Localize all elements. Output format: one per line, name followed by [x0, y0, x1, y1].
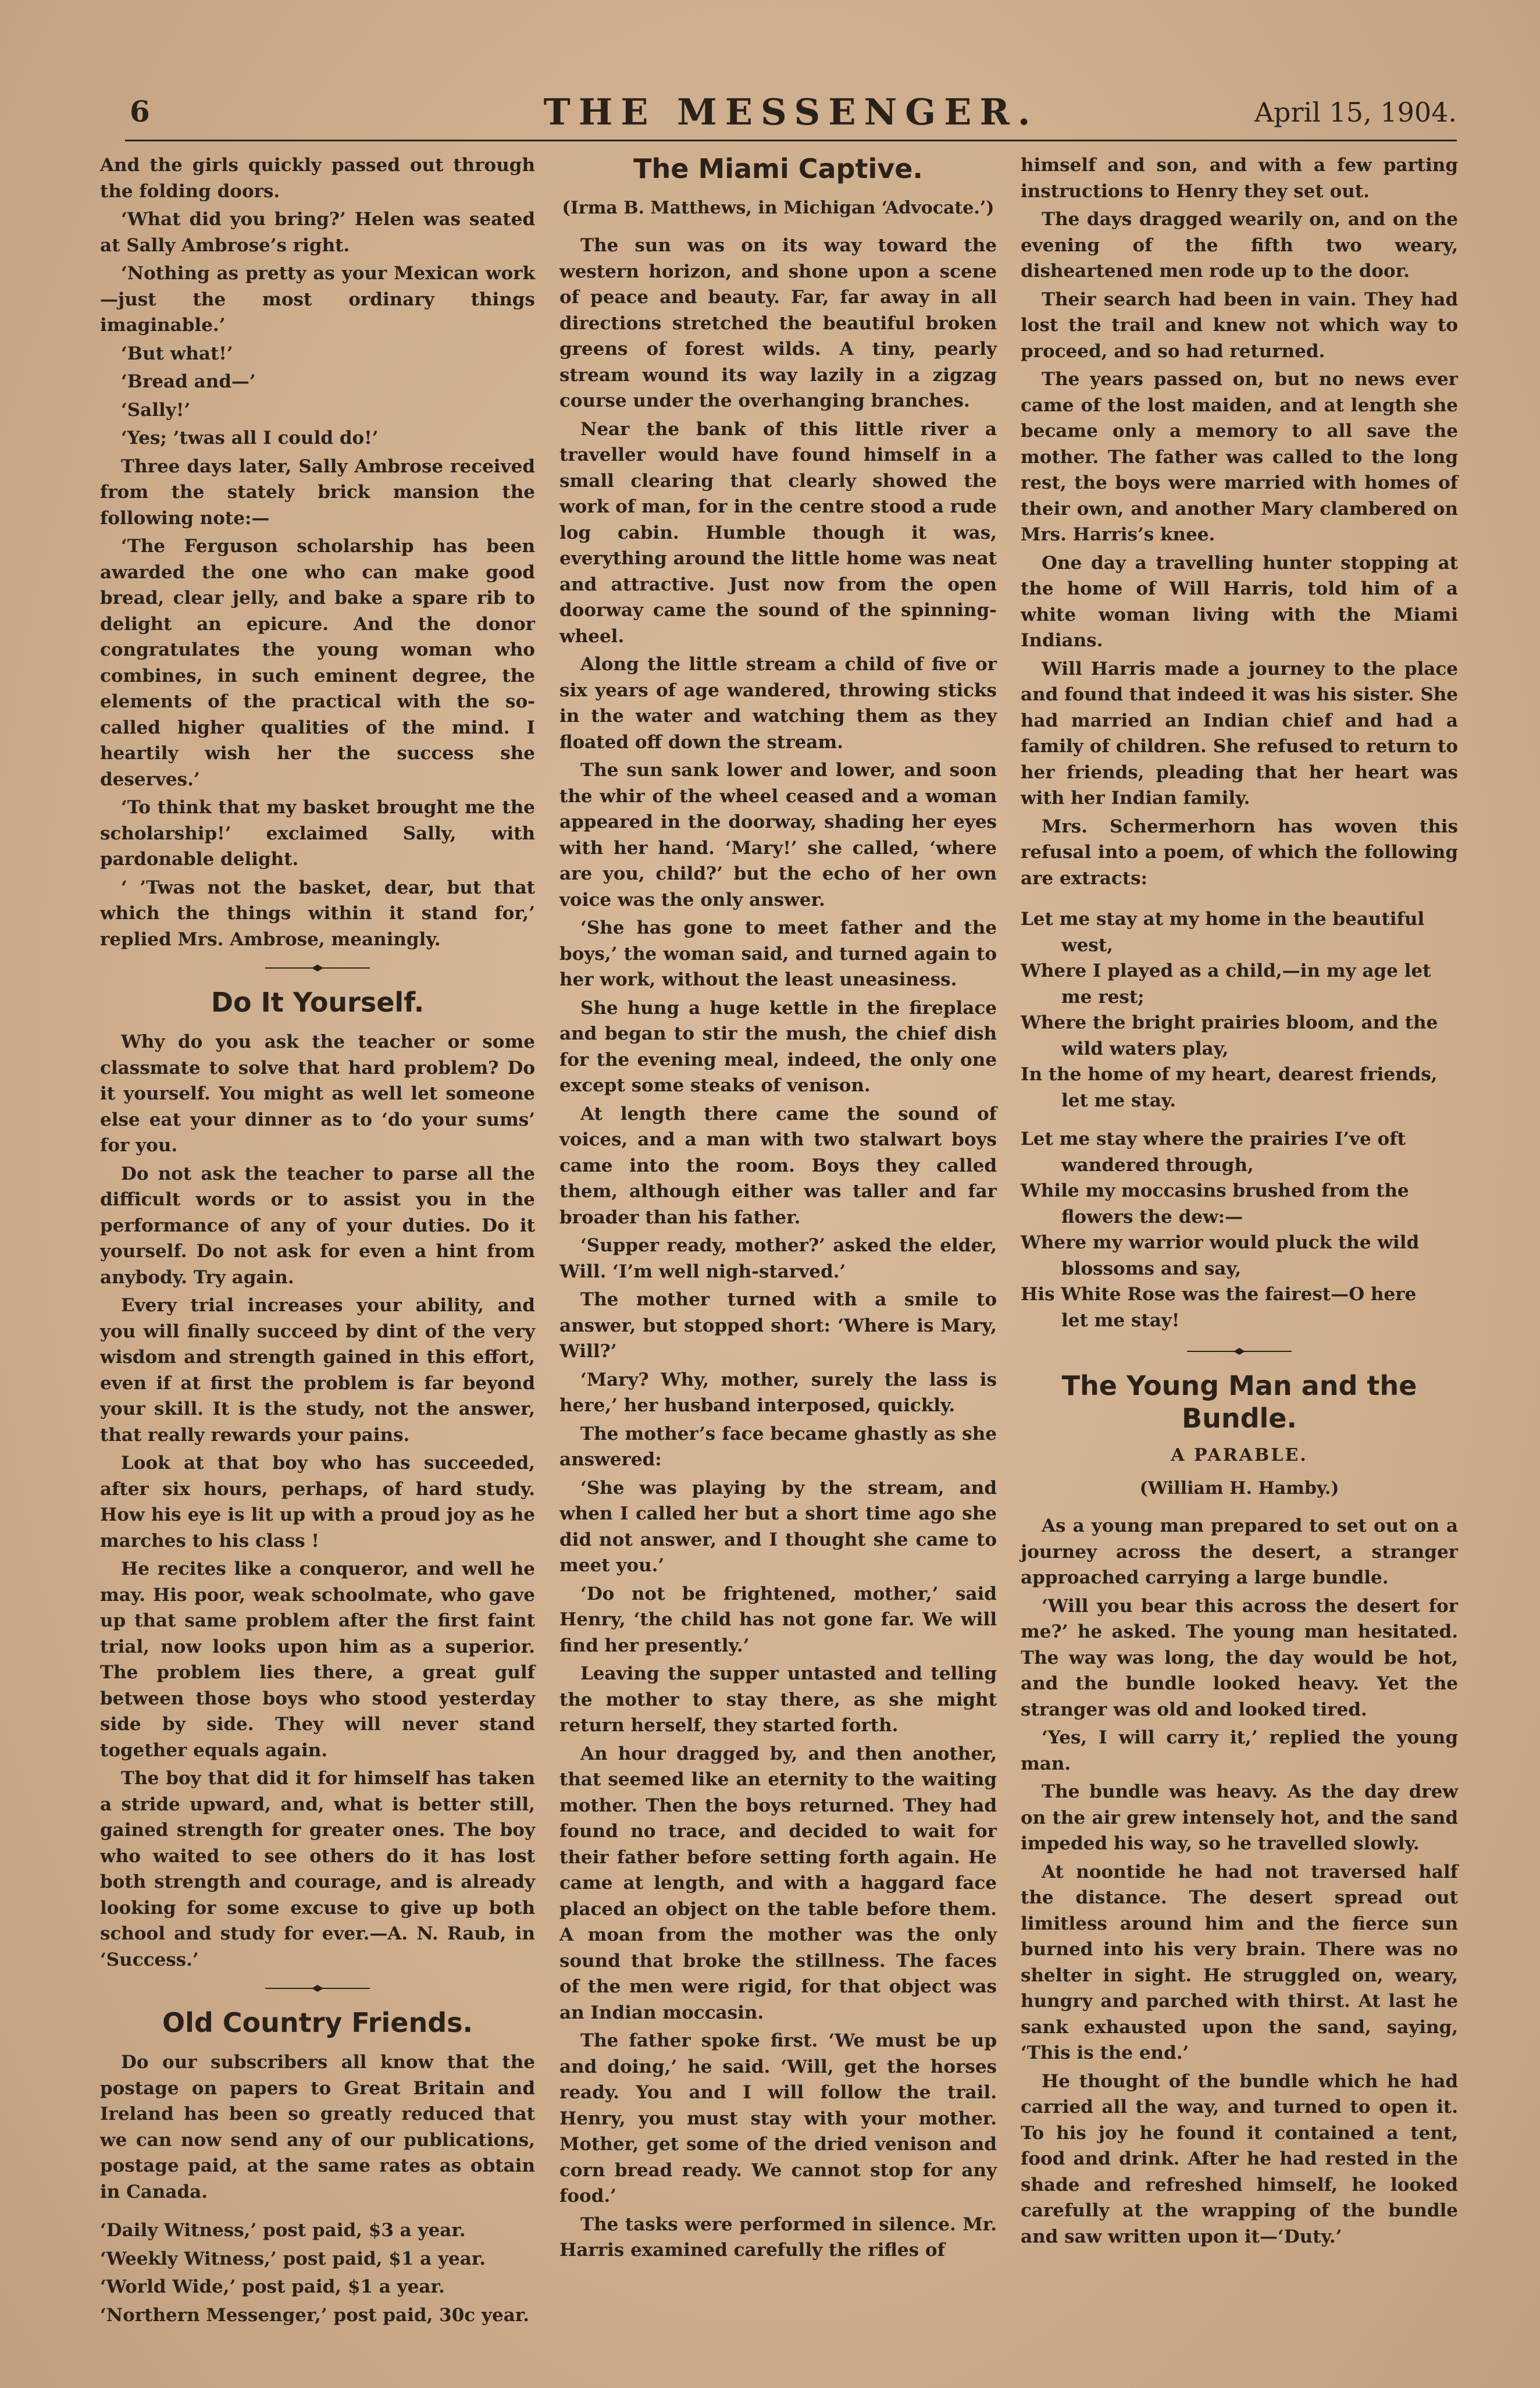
article-paragraph: The sun was on its way toward the western horizon, and shone upon a scene of peace and beauty. Far, far away in all directions stretched the beautiful broken greens of forest wilds. A tiny, pearly stream wound its way lazily in a zigzag course under the overhanging branches. — [559, 235, 997, 411]
article-paragraph: As a young man prepared to set out on a journey across the desert, a stranger approached carrying a large bundle. — [1021, 1515, 1458, 1588]
price-line: ‘Weekly Witness,’ post paid, $1 a year. — [100, 2248, 486, 2269]
poem-line: His White Rose was the fairest—O here — [1021, 1284, 1417, 1305]
poem-line: Let me stay where the prairies I’ve oft — [1021, 1129, 1406, 1149]
price-line: ‘World Wide,’ post paid, $1 a year. — [100, 2276, 445, 2297]
article-paragraph: ‘Will you bear this across the desert for me?’ he asked. The young man hesitated. The way was long, the day would be hot, and the bundle looked heavy. Yet the stranger was old and looked tired. — [1021, 1595, 1458, 1720]
article-paragraph: ‘Do not be frightened, mother,’ said Henry, ‘the child has not gone far. We will find her presently.’ — [559, 1583, 997, 1656]
article-paragraph: The father spoke first. ‘We must be up and doing,’ he said. ‘Will, get the horses ready. You and I will follow the trail. Henry, you must stay with your mother. Mother, get some of the dried venison and corn bread ready. We cannot stop for any food.’ — [559, 2030, 997, 2207]
price-line: ‘Daily Witness,’ post paid, $3 a year. — [100, 2220, 466, 2241]
article-paragraph: The tasks were performed in silence. Mr. Harris examined carefully the rifles of — [559, 2213, 997, 2261]
article-paragraph: Will Harris made a journey to the place and found that indeed it was his sister. She had married an Indian chief and had a family of children. She refused to return to her friends, pleading that her heart was with her Indian family. — [1021, 658, 1458, 809]
section-divider — [1187, 1346, 1292, 1357]
article-paragraph: ‘Yes, I will carry it,’ replied the young man. — [1021, 1727, 1458, 1774]
poem-line: blossoms and say, — [1061, 1258, 1242, 1279]
article-paragraph: ‘Supper ready, mother?’ asked the elder, Will. ‘I’m well nigh-starved.’ — [559, 1235, 997, 1282]
article-paragraph: The days dragged wearily on, and on the evening of the fifth two weary, disheartened men rode up to the door. — [1021, 209, 1458, 282]
article-title: Old Country Friends. — [162, 2007, 473, 2038]
poem-line: Where the bright prairies bloom, and the — [1021, 1012, 1438, 1033]
poem-line: wandered through, — [1061, 1154, 1254, 1176]
article-subtitle: A PARABLE. — [1171, 1445, 1308, 1465]
masthead — [125, 87, 1457, 141]
poem-line: Where my warrior would pluck the wild — [1021, 1232, 1420, 1253]
poem-stanza — [1021, 1126, 1458, 1333]
story-paragraph: ‘Nothing as pretty as your Mexican work—just the most ordinary things imaginable.’ — [100, 263, 535, 336]
issue-date: April 15, 1904. — [1254, 97, 1457, 128]
newspaper-title: THE MESSENGER. — [543, 91, 1039, 133]
poem-line: let me stay. — [1061, 1090, 1177, 1111]
article-paragraph: ‘She was playing by the stream, and when I called her but a short time ago she did not answer, and I thought she came to meet you.’ — [559, 1477, 997, 1576]
poem-line: wild waters play, — [1061, 1038, 1229, 1059]
article-paragraph: Look at that boy who has succeeded, after six hours, perhaps, of hard study. How his eye is lit up with a proud joy as he marches to his class ! — [100, 1453, 535, 1551]
article-paragraph: The boy that did it for himself has taken a stride upward, and, what is better still, gained strength for greater ones. The boy who waited to see others do it has lost both strength and courage, and is already looking for some excuse to give up both school and study for ever.—A. N. Raub, in ‘Success.’ — [100, 1768, 535, 1970]
article-title: Do It Yourself. — [211, 987, 425, 1018]
section-divider — [265, 1983, 370, 1994]
article-paragraph: At length there came the sound of voices, and a man with two stalwart boys came into the room. Boys they called them, although either was taller and far broader than his father. — [559, 1103, 997, 1228]
story-paragraph: ‘ ’Twas not the basket, dear, but that which the things within it stand for,’ replied Mrs. Ambrose, meaningly. — [100, 877, 535, 950]
section-divider — [265, 963, 370, 973]
article-paragraph: Do not ask the teacher to parse all the difficult words or to assist you in the performance of any of your duties. Do it yourself. Do not ask for even a hint from anybody. Try again. — [100, 1163, 535, 1288]
story-paragraph: ‘But what!’ — [121, 343, 233, 364]
poem-line: me rest; — [1061, 986, 1145, 1008]
poem-line: let me stay! — [1061, 1309, 1180, 1331]
poem-line: flowers the dew:— — [1061, 1206, 1243, 1227]
article-paragraph: An hour dragged by, and then another, that seemed like an eternity to the waiting mother. Then the boys returned. They had found no trace, and decided to wait for their father before setting forth again. He came at length, and with a haggard face placed an object on the table before them. A moan from the mother was the only sound that broke the stillness. The faces of the men were rigid, for that object was an Indian moccasin. — [559, 1743, 997, 2023]
article-paragraph: The years passed on, but no news ever came of the lost maiden, and at length she became only a memory to all save the mother. The father was called to the long rest, the boys were married with homes of their own, and another Mary clambered on Mrs. Harris’s knee. — [1021, 369, 1458, 545]
article-paragraph: himself and son, and with a few parting instructions to Henry they set out. — [1021, 155, 1458, 202]
article-paragraph: At noontide he had not traversed half the distance. The desert spread out limitless around him and the fierce sun burned into his very brain. There was no shelter in sight. He struggled on, weary, hungry and parched with thirst. At last he sank exhausted upon the sand, saying, ‘This is the end.’ — [1021, 1861, 1458, 2063]
article-byline: (William H. Hamby.) — [1139, 1478, 1339, 1499]
article-title: The Miami Captive. — [633, 153, 923, 184]
price-list — [100, 2218, 535, 2328]
article-paragraph: Their search had been in vain. They had lost the trail and knew not which way to proceed, and so had returned. — [1021, 289, 1458, 362]
story-paragraph: ‘The Ferguson scholarship has been awarded the one who can make good bread, clear jelly, and bake a spare rib to delight an epicure. And the donor congratulates the young woman who combines, in such eminent degree, the elements of the practical with the so-called higher qualities of the mind. I heartily wish her the success she deserves.’ — [100, 536, 535, 790]
column-left — [100, 152, 535, 2330]
price-line: ‘Northern Messenger,’ post paid, 30c year. — [100, 2304, 530, 2326]
article-paragraph: ‘Mary? Why, mother, surely the lass is here,’ her husband interposed, quickly. — [559, 1369, 997, 1416]
article-paragraph: Near the bank of this little river a traveller would have found himself in a small clearing that clearly showed the work of man, for in the centre stood a rude log cabin. Humble though it was, everything around the little home was neat and attractive. Just now from the open doorway came the sound of the spinning-wheel. — [559, 418, 997, 647]
article-paragraph: He thought of the bundle which he had carried all the way, and turned to open it. To his joy he found it contained a tent, food and drink. After he had rested in the shade and refreshed himself, he looked carefully at the wrapping of the bundle and saw written upon it—‘Duty.’ — [1021, 2070, 1458, 2247]
story-paragraph: ‘Yes; ’twas all I could do!’ — [121, 428, 379, 449]
article-paragraph: The bundle was heavy. As the day drew on the air grew intensely hot, and the sand impeded his way, so he travelled slowly. — [1021, 1781, 1458, 1854]
poem-line: Where I played as a child,—in my age let — [1021, 960, 1431, 981]
story-paragraph: ‘To think that my basket brought me the scholarship!’ exclaimed Sally, with pardonable delight. — [100, 797, 535, 870]
article-paragraph: She hung a huge kettle in the fireplace and began to stir the mush, the chief dish for the evening meal, indeed, the only one except some steaks of venison. — [559, 997, 997, 1096]
article-paragraph: The mother turned with a smile to answer, but stopped short: ‘Where is Mary, Will?’ — [559, 1289, 997, 1362]
article-paragraph: ‘She has gone to meet father and the boys,’ the woman said, and turned again to her work, without the least uneasiness. — [559, 917, 997, 990]
poem-line: Let me stay at my home in the beautiful — [1021, 909, 1425, 930]
article-paragraph: Every trial increases your ability, and you will finally succeed by dint of the very wisdom and strength gained in this effort, even if at first the problem is far beyond your skill. It is the study, not the answer, that really rewards your pains. — [100, 1295, 535, 1446]
column-middle — [559, 152, 997, 2266]
story-paragraph: And the girls quickly passed out through the folding doors. — [100, 155, 535, 202]
article-paragraph: The sun sank lower and lower, and soon the whir of the wheel ceased and a woman appeared in the doorway, shading her eyes with her hand. ‘Mary!’ she called, ‘where are you, child?’ but the echo of her own voice was the only answer. — [559, 760, 997, 910]
story-paragraph: ‘Bread and—’ — [121, 371, 256, 392]
article-paragraph: He recites like a conqueror, and well he may. His poor, weak schoolmate, who gave up that same problem after the first faint trial, now looks upon him as a superior. The problem lies there, a great gulf between those boys who stood yesterday side by side. They will never stand together equals again. — [100, 1558, 535, 1761]
article-paragraph: One day a travelling hunter stopping at the home of Will Harris, told him of a white woman living with the Miami Indians. — [1021, 552, 1458, 651]
article-paragraph: Why do you ask the teacher or some classmate to solve that hard problem? Do it yourself. You might as well let someone else eat your dinner as to ‘do your sums’ for you. — [100, 1031, 535, 1156]
story-paragraph: Three days later, Sally Ambrose received from the stately brick mansion the following note:— — [100, 455, 535, 529]
article-paragraph: Do our subscribers all know that the postage on papers to Great Britain and Ireland has been so greatly reduced that we can now send any of our publications, postage paid, at the same rates as obtain in Canada. — [100, 2052, 535, 2202]
poem-line: west, — [1061, 934, 1113, 956]
story-paragraph: ‘What did you bring?’ Helen was seated at Sally Ambrose’s right. — [100, 209, 535, 256]
story-paragraph: ‘Sally!’ — [121, 399, 191, 421]
article-title: The Young Man and the Bundle. — [1061, 1370, 1417, 1434]
article-paragraph: Mrs. Schermerhorn has woven this refusal into a poem, of which the following are extracts: — [1021, 816, 1458, 889]
article-paragraph: Along the little stream a child of five or six years of age wandered, throwing sticks in the water and watching them as they floated off down the stream. — [559, 654, 997, 753]
page-number: 6 — [130, 94, 150, 129]
poem-stanza — [1021, 906, 1458, 1113]
column-right — [1021, 152, 1458, 2252]
article-byline: (Irma B. Matthews, in Michigan ‘Advocate.’) — [562, 198, 994, 218]
poem-line: While my moccasins brushed from the — [1021, 1180, 1409, 1201]
poem-line: In the home of my heart, dearest friends, — [1021, 1064, 1438, 1085]
poem — [1021, 906, 1458, 1333]
article-paragraph: The mother’s face became ghastly as she answered: — [559, 1423, 997, 1470]
article-paragraph: Leaving the supper untasted and telling the mother to stay there, as she might return herself, they started forth. — [559, 1663, 997, 1736]
